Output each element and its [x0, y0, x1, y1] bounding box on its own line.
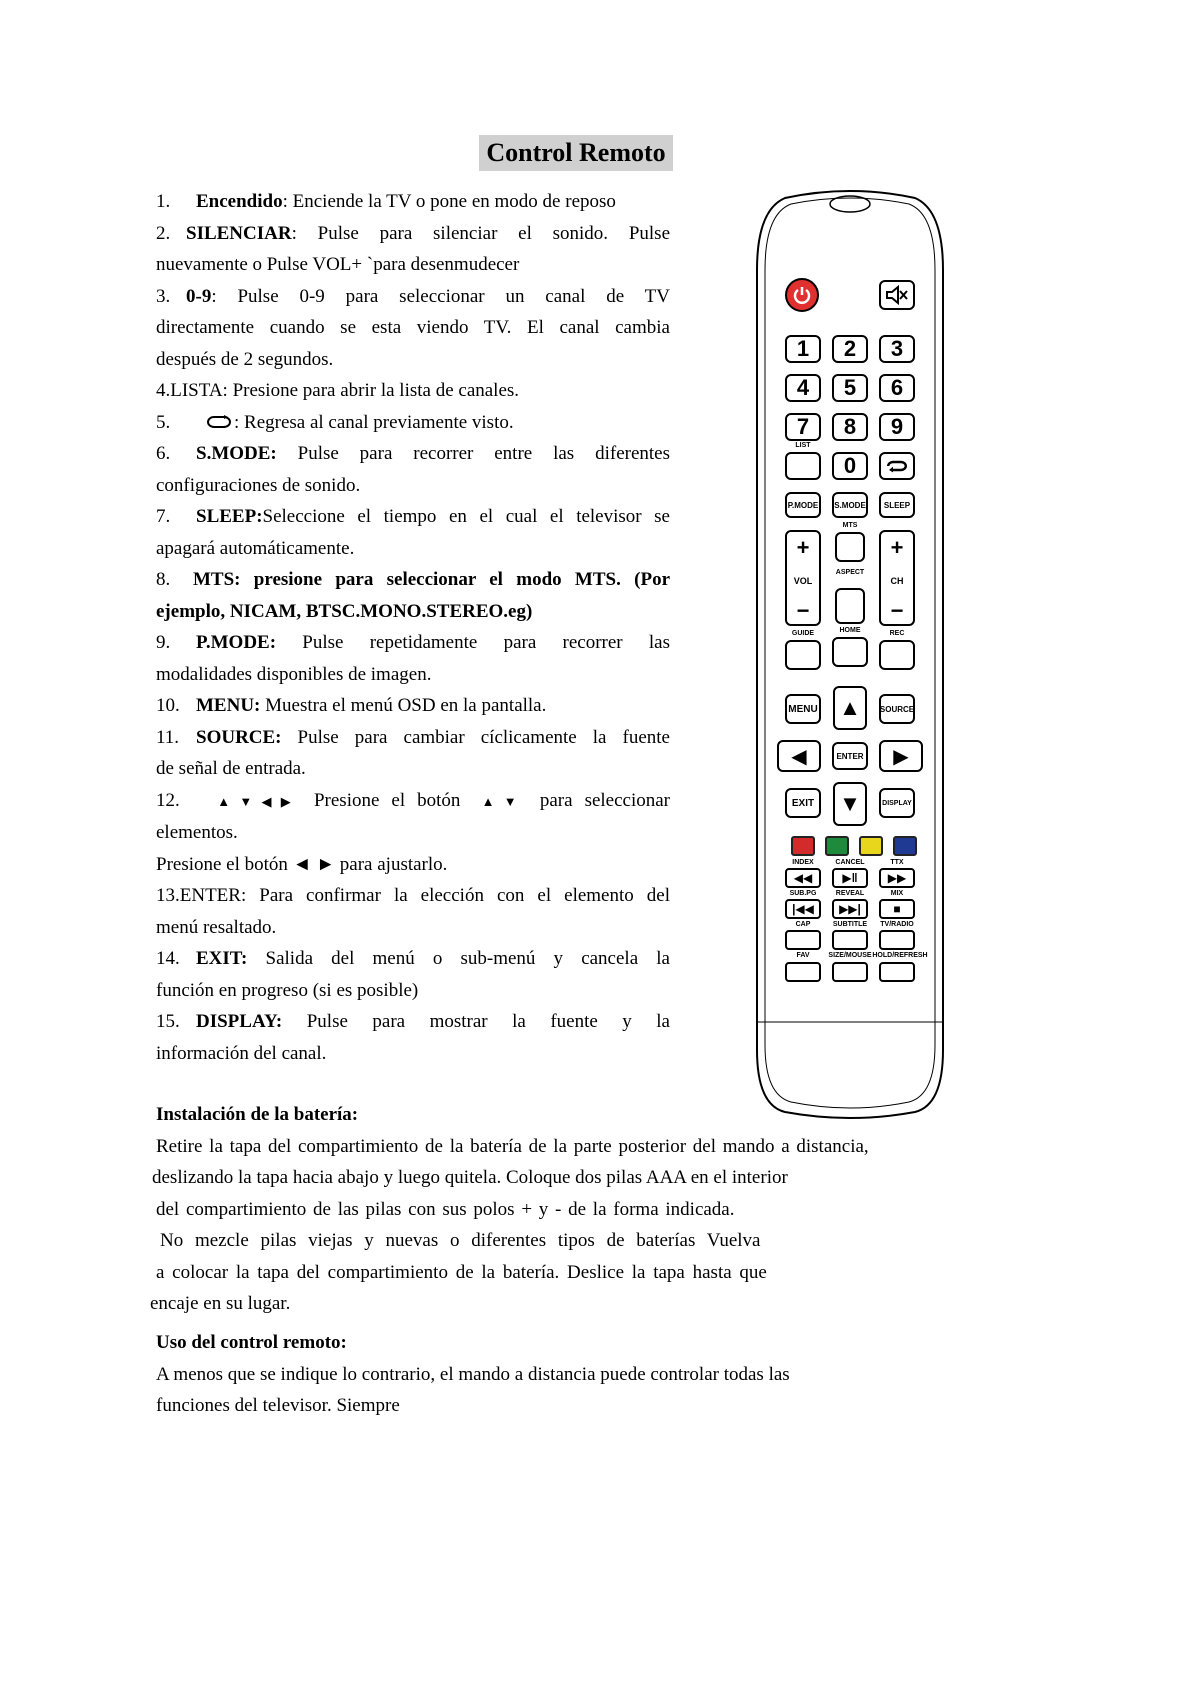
subpg-label: SUB.PG — [789, 890, 817, 897]
sizemouse-label: SIZE/MOUSE — [828, 952, 872, 959]
pmode-button[interactable]: P.MODE — [785, 492, 821, 518]
battery-section — [150, 1099, 869, 1320]
item-14-cont: función en progreso (si es posible) — [156, 979, 419, 1001]
list-label: LIST — [795, 442, 811, 449]
hold-label: HOLD/REFRESH — [872, 952, 928, 959]
digit-2-button[interactable]: 2 — [832, 335, 868, 363]
fast-forward-button[interactable]: ▶▶ — [879, 868, 915, 888]
battery-line-4: No mezcle pilas viejas y nuevas o diferentes tipos de baterías Vuelva — [160, 1230, 761, 1251]
item-3-cont2: después de 2 segundos. — [156, 348, 334, 370]
item-12: 12. ▲▼◀▶ Presione el botón ▲▼ para seleccionar — [156, 789, 671, 811]
item-7: 7. SLEEP:Seleccione el tiempo en el cual el televisor se — [156, 506, 670, 527]
arrow-keys-icon: ▲▼◀▶ — [210, 793, 300, 809]
red-button[interactable] — [791, 836, 815, 856]
item-12-cont2: Presione el botón ◄ ► para ajustarlo. — [156, 853, 448, 875]
digit-9-button[interactable]: 9 — [879, 413, 915, 441]
power-icon — [792, 285, 812, 305]
mts-button[interactable] — [835, 532, 865, 562]
item-8-cont: ejemplo, NICAM, BTSC.MONO.STEREO.eg) — [156, 600, 533, 622]
volume-rocker[interactable]: + VOL − — [785, 530, 821, 626]
aspect-button[interactable] — [835, 588, 865, 624]
blue-button[interactable] — [893, 836, 917, 856]
usage-line-2: funciones del televisor. Siempre — [156, 1395, 400, 1416]
item-6-cont: configuraciones de sonido. — [156, 474, 361, 496]
digit-0-button[interactable]: 0 — [832, 452, 868, 480]
cap-button[interactable] — [785, 930, 821, 950]
tvradio-button[interactable] — [879, 930, 915, 950]
item-5: 5. : Regresa al canal previamente visto. — [156, 411, 514, 433]
next-button[interactable]: ▶▶| — [832, 899, 868, 919]
item-4: 4.LISTA: Presione para abrir la lista de canales. — [156, 380, 520, 401]
battery-line-5: a colocar la tapa del compartimiento de la batería. Deslice la tapa hasta que — [156, 1261, 767, 1283]
digit-1-button[interactable]: 1 — [785, 335, 821, 363]
item-11: 11. SOURCE: Pulse para cambiar cíclicamente la fuente — [156, 726, 670, 748]
fav-button[interactable] — [785, 962, 821, 982]
digit-3-button[interactable]: 3 — [879, 335, 915, 363]
page-title: Control Remoto — [479, 135, 673, 171]
fav-label: FAV — [796, 952, 810, 959]
mute-button[interactable] — [879, 280, 915, 310]
rec-button[interactable] — [879, 640, 915, 670]
smode-button[interactable]: S.MODE — [832, 492, 868, 518]
enter-button[interactable]: ENTER — [832, 742, 868, 770]
mts-label: MTS — [842, 522, 858, 529]
index-label: INDEX — [792, 859, 814, 866]
item-3-cont: directamente cuando se esta viendo TV. El canal cambia — [156, 317, 670, 338]
rewind-button[interactable]: ◀◀ — [785, 868, 821, 888]
item-8: 8. MTS: presione para seleccionar el modo MTS. (Por — [156, 569, 670, 590]
item-13-cont: menú resaltado. — [156, 916, 277, 938]
item-1: 1. Encendido: Enciende la TV o pone en modo de reposo — [156, 191, 616, 212]
subtitle-button[interactable] — [832, 930, 868, 950]
battery-line-1: Retire la tapa del compartimiento de la batería de la parte posterior del mando a distancia, — [156, 1135, 869, 1157]
home-label: HOME — [839, 627, 861, 634]
rec-label: REC — [889, 630, 905, 637]
usage-heading: Uso del control remoto: — [156, 1332, 347, 1353]
digit-4-button[interactable]: 4 — [785, 374, 821, 402]
digit-6-button[interactable]: 6 — [879, 374, 915, 402]
guide-button[interactable] — [785, 640, 821, 670]
cap-label: CAP — [795, 921, 811, 928]
battery-line-2: deslizando la tapa hacia abajo y luego quitela. Coloque dos pilas AAA en el interior — [152, 1167, 788, 1188]
mix-label: MIX — [890, 890, 904, 897]
power-button[interactable] — [785, 278, 819, 312]
item-15-cont: información del canal. — [156, 1042, 327, 1064]
sizemouse-button[interactable] — [832, 962, 868, 982]
exit-button[interactable]: EXIT — [785, 788, 821, 818]
item-2: 2. SILENCIAR: Pulse para silenciar el sonido. Pulse — [156, 222, 670, 244]
channel-rocker[interactable]: + CH − — [879, 530, 915, 626]
item-6: 6. S.MODE: Pulse para recorrer entre las diferentes — [156, 443, 670, 464]
item-14: 14. EXIT: Salida del menú o sub-menú y cancela la — [156, 948, 670, 969]
subtitle-label: SUBTITLE — [832, 921, 868, 928]
item-9: 9. P.MODE: Pulse repetidamente para recorrer las — [156, 632, 670, 653]
display-button[interactable]: DISPLAY — [879, 788, 915, 818]
guide-label: GUIDE — [791, 630, 815, 637]
previous-button[interactable]: |◀◀ — [785, 899, 821, 919]
item-9-cont: modalidades disponibles de imagen. — [156, 663, 432, 685]
mute-icon — [885, 285, 909, 305]
remote-control-illustration — [755, 190, 945, 1120]
battery-line-6: encaje en su lugar. — [150, 1293, 291, 1314]
item-13: 13.ENTER: Para confirmar la elección con el elemento del — [156, 885, 670, 906]
previous-channel-button[interactable] — [879, 452, 915, 480]
previous-channel-icon — [204, 414, 234, 430]
menu-button[interactable]: MENU — [785, 694, 821, 724]
item-11-cont: de señal de entrada. — [156, 758, 306, 779]
stop-button[interactable]: ■ — [879, 899, 915, 919]
left-button[interactable]: ◀ — [777, 740, 821, 772]
reveal-label: REVEAL — [835, 890, 865, 897]
previous-channel-icon — [885, 458, 909, 474]
play-pause-button[interactable]: ▶‖ — [832, 868, 868, 888]
hold-button[interactable] — [879, 962, 915, 982]
item-7-cont: apagará automáticamente. — [156, 537, 355, 559]
yellow-button[interactable] — [859, 836, 883, 856]
cancel-label: CANCEL — [835, 859, 865, 866]
usage-section — [150, 1327, 790, 1422]
tvradio-label: TV/RADIO — [880, 921, 914, 928]
button-descriptions — [156, 186, 670, 1069]
item-3: 3. 0-9: Pulse 0-9 para seleccionar un canal de TV — [156, 285, 670, 307]
item-15: 15. DISPLAY: Pulse para mostrar la fuente y la — [156, 1011, 670, 1032]
up-button[interactable]: ▲ — [833, 686, 867, 730]
home-button[interactable] — [832, 637, 868, 667]
digit-8-button[interactable]: 8 — [832, 413, 868, 441]
item-10: 10. MENU: Muestra el menú OSD en la pantalla. — [156, 695, 547, 716]
down-button[interactable]: ▼ — [833, 782, 867, 826]
ttx-label: TTX — [890, 859, 904, 866]
digit-5-button[interactable]: 5 — [832, 374, 868, 402]
aspect-label: ASPECT — [835, 569, 865, 576]
battery-heading: Instalación de la batería: — [156, 1104, 359, 1125]
green-button[interactable] — [825, 836, 849, 856]
right-button[interactable]: ▶ — [879, 740, 923, 772]
usage-line-1: A menos que se indique lo contrario, el mando a distancia puede controlar todas las — [156, 1363, 790, 1385]
battery-line-3: del compartimiento de las pilas con sus polos + y - de la forma indicada. — [156, 1198, 735, 1220]
sleep-button[interactable]: SLEEP — [879, 492, 915, 518]
digit-7-button[interactable]: 7 — [785, 413, 821, 441]
list-button[interactable] — [785, 452, 821, 480]
item-2-cont: nuevamente o Pulse VOL+ `para desenmudecer — [156, 254, 520, 275]
item-12-cont: elementos. — [156, 822, 238, 843]
source-button[interactable]: SOURCE — [879, 694, 915, 724]
up-down-icon: ▲▼ — [474, 793, 526, 809]
